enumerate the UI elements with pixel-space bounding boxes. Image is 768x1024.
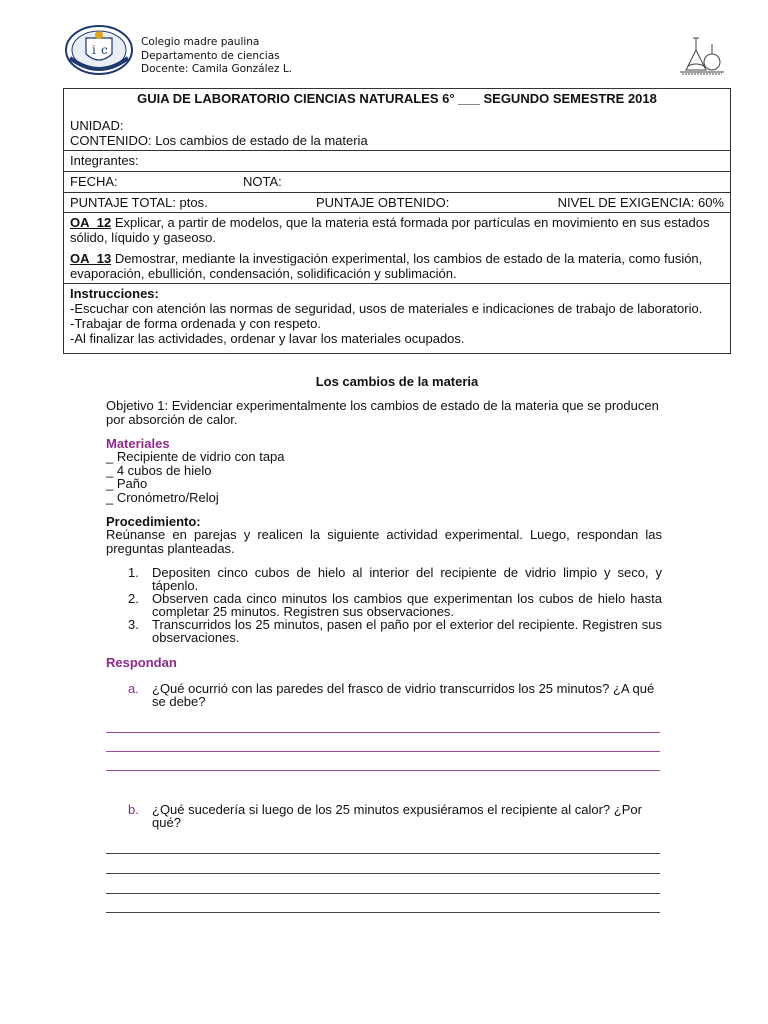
- puntaje-cell: [64, 193, 731, 213]
- school-logo: [64, 24, 134, 76]
- question-letter: a.: [128, 681, 139, 696]
- fecha-nota-cell: [64, 172, 731, 193]
- info-table: [63, 88, 731, 354]
- oa13-objective: [70, 251, 724, 281]
- answer-line[interactable]: [106, 732, 660, 733]
- lab-flask-icon: [676, 34, 726, 78]
- material-item: _ 4 cubos de hielo: [106, 462, 212, 478]
- answer-line[interactable]: [106, 770, 660, 771]
- oa12-code: OA_12: [70, 215, 112, 230]
- materials-list: [106, 450, 662, 504]
- material-item: _ Recipiente de vidrio con tapa: [106, 449, 285, 464]
- step-text: Transcurridos los 25 minutos, pasen el paño por el exterior del recipiente. Registren sus observaciones.: [152, 617, 662, 645]
- nota-label: NOTA:: [243, 174, 282, 189]
- instruction-item: -Trabajar de forma ordenada y con respeto.: [70, 316, 321, 331]
- instruction-item: -Al finalizar las actividades, ordenar y lavar los materiales ocupados.: [70, 331, 465, 346]
- answer-line[interactable]: [106, 893, 660, 894]
- unidad-label: UNIDAD:: [70, 118, 124, 133]
- section-title: Los cambios de la materia: [315, 374, 479, 389]
- answer-line[interactable]: [106, 873, 660, 874]
- procedure-intro: Reúnanse en parejas y realicen la siguiente actividad experimental. Luego, respondan las preguntas planteadas.: [106, 527, 662, 556]
- material-item: _ Paño: [106, 476, 148, 491]
- contenido-label: CONTENIDO: Los cambios de estado de la materia: [70, 133, 368, 148]
- answer-line[interactable]: [106, 751, 660, 752]
- procedure-step: [128, 592, 662, 618]
- step-number: 2.: [128, 591, 139, 606]
- step-text: Observen cada cinco minutos los cambios que experimentan los cubos de hielo hasta completar 25 minutos. Registren sus observaciones.: [152, 591, 662, 619]
- fecha-label: FECHA:: [70, 174, 118, 189]
- school-name: Colegio madre paulina: [141, 36, 260, 48]
- guide-title: GUIA DE LABORATORIO CIENCIAS NATURALES 6° ___ SEGUNDO SEMESTRE 2018: [137, 91, 657, 106]
- integrantes-cell: [64, 151, 731, 172]
- instruction-item: -Escuchar con atención las normas de seguridad, usos de materiales e indicaciones de trabajo de laboratorio.: [70, 301, 703, 316]
- oa13-code: OA_13: [70, 251, 112, 266]
- teacher-name: Docente: Camila González L.: [141, 63, 293, 75]
- question-letter: b.: [128, 802, 139, 817]
- svg-text:c: c: [101, 43, 108, 57]
- oa13-text: Demostrar, mediante la investigación experimental, los cambios de estado de la materia, como fusión, evaporación, ebullición, condensación, solidificación y sublimación.: [70, 251, 703, 281]
- procedure-heading: Procedimiento:: [106, 514, 201, 529]
- oa12-text: Explicar, a partir de modelos, que la materia está formada por partículas en movimiento en sus estados sólido, líquido y gaseoso.: [70, 215, 710, 245]
- puntaje-obtenido-label: PUNTAJE OBTENIDO:: [315, 195, 450, 210]
- answer-line[interactable]: [106, 853, 660, 854]
- question-text: ¿Qué sucedería si luego de los 25 minutos expusiéramos el recipiente al calor? ¿Por qué?: [152, 802, 642, 830]
- procedure-steps: [128, 566, 662, 644]
- header-text: [141, 36, 292, 77]
- question-text: ¿Qué ocurrió con las paredes del frasco de vidrio transcurridos los 25 minutos? ¿A qué se debe?: [152, 681, 655, 709]
- instructions-cell: [64, 284, 731, 354]
- svg-text:i: i: [92, 43, 96, 57]
- question-b: [128, 803, 662, 829]
- answer-line[interactable]: [106, 912, 660, 913]
- objectives-cell: [64, 213, 731, 284]
- oa12-objective: [70, 215, 724, 245]
- question-a: [128, 682, 662, 708]
- objective-text: Objetivo 1: Evidenciar experimentalmente los cambios de estado de la materia que se producen por absorción de calor.: [106, 398, 659, 427]
- info-header-cell: [64, 89, 731, 151]
- procedure-step: [128, 618, 662, 644]
- procedure-step: [128, 566, 662, 592]
- step-text: Depositen cinco cubos de hielo al interior del recipiente de vidrio limpio y seco, y tápenlo.: [152, 565, 662, 593]
- step-number: 1.: [128, 565, 139, 580]
- material-item: _ Cronómetro/Reloj: [106, 489, 219, 505]
- materials-heading: Materiales: [106, 436, 170, 451]
- puntaje-total-label: PUNTAJE TOTAL: ptos.: [70, 195, 208, 210]
- respond-heading: Respondan: [106, 655, 177, 670]
- instructions-label: Instrucciones:: [70, 286, 159, 301]
- step-number: 3.: [128, 617, 139, 632]
- nivel-exigencia-label: NIVEL DE EXIGENCIA: 60%: [557, 195, 724, 210]
- department-name: Departamento de ciencias: [141, 49, 280, 62]
- integrantes-label: Integrantes:: [70, 153, 139, 168]
